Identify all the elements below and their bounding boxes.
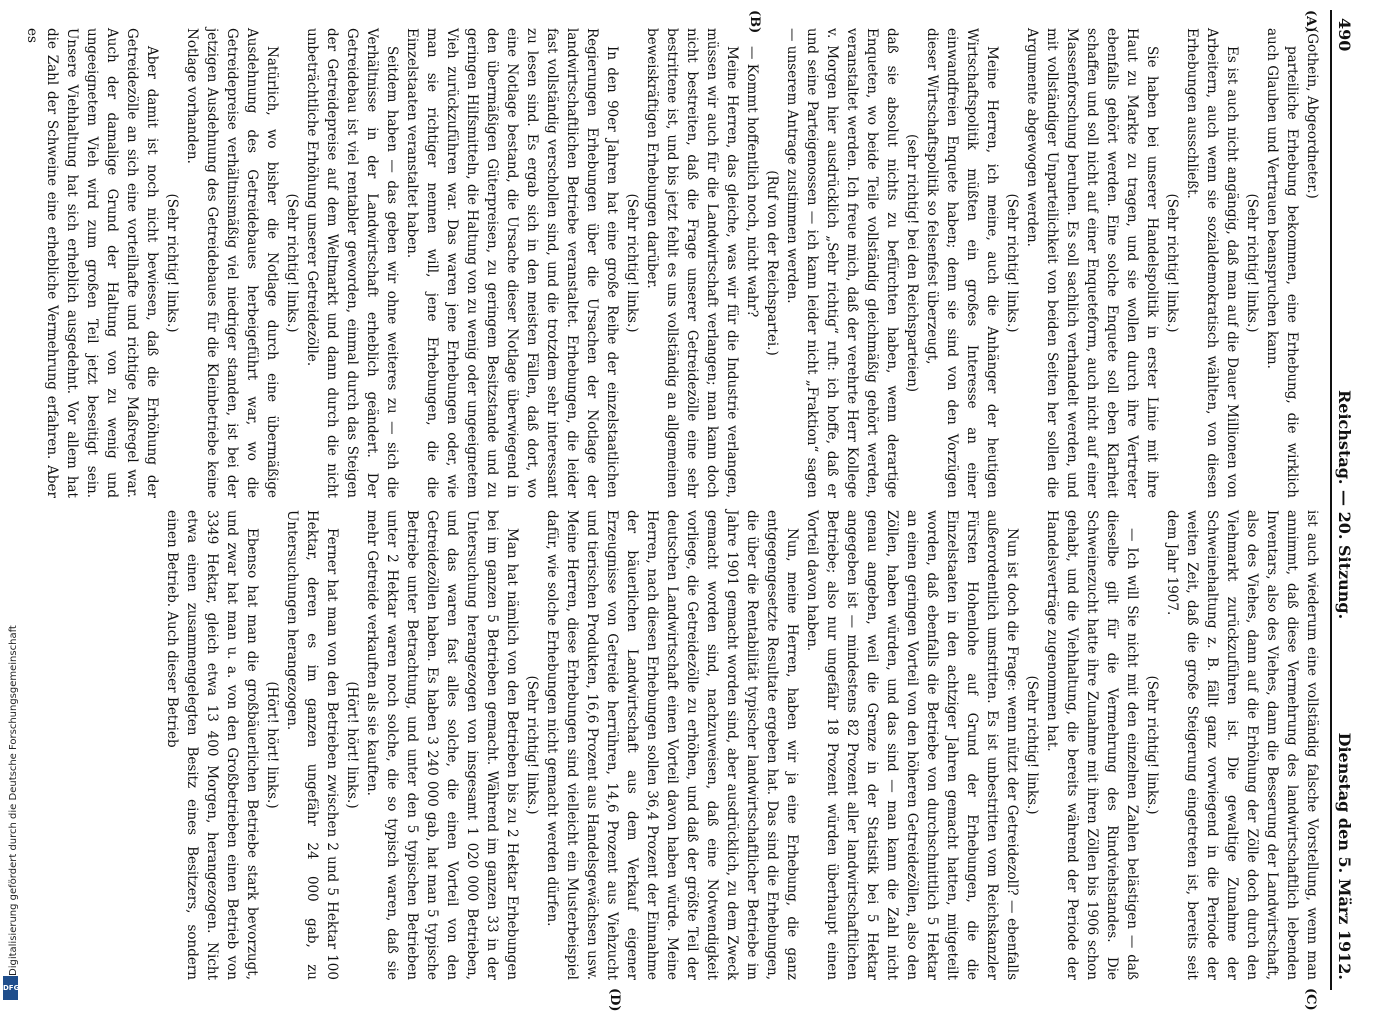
margin-mark-d: (D) — [607, 988, 622, 1012]
paragraph: Ebenso hat man die großbäuerlichen Betriebe stark bevorzugt, und zwar hat man u. a. von den Großbetrieben einen Betrieb von 3349 Hektar, gleich etwa 13 400 Morgen, herangezogen. Nicht etwa einen zusammengelegten Besitz eines Besitzers, sondern einen Betrieb. Auch dieser Betrieb — [164, 510, 260, 980]
left-column — [24, 28, 1322, 498]
margin-mark-a: (A) — [1303, 10, 1318, 33]
page-header — [1332, 10, 1354, 990]
paragraph: Meine Herren, das gleiche, was wir für die Industrie verlangen, müssen wir auch für die Landwirtschaft verlangen; man kann doch nicht bestreiten, daß die Frage unserer Getreidezölle eine sehr bestrittene ist, und bis jetzt fehlt es uns vollständig an allgemeinen beweiskräftigen Erhebungen darüber. — [644, 28, 740, 498]
margin-mark-c: (C) — [1303, 988, 1318, 1011]
interjection: (Sehr richtig! links.) — [524, 675, 540, 815]
header-rule — [1330, 10, 1332, 990]
paragraph: Man hat nämlich von den Betrieben bis zu 2 Hektar Erhebungen bei im ganzen 5 Betrieben gemacht. Während im ganzen 33 in der Untersuchung herangezogen von insgesamt 1 020 000 Betrieben, und das waren fast alles solche, die einen Vorteil von den Getreidezöllen haben. Es haben 3 240 000 gab, hat man 5 typische Betriebe unter Betrachtung, und unter den 5 typischen Betrieben unter 2 Hektar waren noch solche, die so typisch waren, daß sie mehr Getreide verkauften als sie kauften. — [364, 510, 520, 980]
paragraph: ist auch wiederum eine vollständig falsche Vorstellung, wenn man annimmt, daß diese Vermehrung des landwirtschaftlich lebenden Inventars, also des Viehes, dann die Besserung der Landwirtschaft, also des Viehes, dann auf die Erhöhung der Zölle doch durch den Viehmarkt zurückzuführen ist. Die gewaltige Zunahme der Schweinehaltung z. B. fällt ganz vorwiegend in die Periode der weiten Zeit, daß die große Steigerung eingetreten ist, bereits seit dem Jahr 1907. — [1164, 510, 1320, 980]
session-date: Dienstag den 5. März 1912. — [1335, 732, 1354, 980]
paragraph: Natürlich, wo bisher die Notlage durch eine übermäßige Ausdehnung des Getreidebaues herbeigeführt war, wo die Getreidepreise verhältnismäßig viel niedriger standen, ist bei der jetzigen Ausdehnung des Getreidebaues für die Kleinbetriebe keine Notlage vorhanden. — [184, 28, 280, 498]
paragraph: Seitdem haben — das geben wir ohne weiteres zu — sich die Verhältnisse in der Landwirtschaft erheblich geändert. Der Getreidebau ist viel rentabler geworden, einmal durch das Steigen der Getreidepreise auf dem Weltmarkt und dann durch die nicht unbeträchtliche Erhöhung unserer Getreidezölle. — [304, 28, 400, 498]
interjection: (Sehr richtig! links.) — [1164, 193, 1180, 333]
interjection: (Sehr richtig! links.) — [284, 193, 300, 333]
digitization-note: Digitalisierung gefördert durch die Deutsche Forschungsgemeinschaft — [8, 625, 19, 976]
paragraph: Ferner hat man von den Betrieben zwischen 2 und 5 Hektar 100 Hektar, deren es im ganzen ungefähr 24 000 gab, zu Untersuchungen herangezogen. — [284, 510, 340, 980]
page-number: 490 — [1335, 18, 1354, 52]
interjection: (Sehr richtig! links.) — [1004, 193, 1020, 333]
interjection: (Ruf von der Reichspartei.) — [764, 170, 780, 356]
digitization-credit — [0, 604, 22, 1000]
speaker-line: (Gothein, Abgeordneter.) — [1304, 28, 1320, 199]
paragraph: parteiliche Erhebung bekommen, eine Erhebung, die wirklich auch Glauben und Vertrauen beanspruchen kann. — [1264, 28, 1300, 498]
paragraph: Aber damit ist noch nicht bewiesen, daß die Erhöhung der Getreidezölle an sich eine vorteilhafte und richtige Maßregel war. Auch der damalige Grund der Haltung von zu wenig und ungeeignetem Vieh wird zum großen Teil jetzt beseitigt sein. Unsere Viehhaltung hat sich erheblich ausgedehnt. Vor allem hat die Zahl der Schweine eine erhebliche Vermehrung erfahren. Aber es — [24, 28, 160, 498]
interjection: (Sehr richtig! links.) — [164, 193, 180, 333]
margin-mark-b: (B) — [747, 10, 762, 34]
paragraph: daß sie absolut nichts zu befürchten haben, wenn derartige Enqueten, wo beide Teile vollständig gleichmäßig gehört werden, veranstaltet werden. Ich freue mich, daß der verehrte Herr Kollege v. Morgen hier ausdrücklich „Sehr richtig“ ruft: ich hoffe, daß er und seine Parteigenossen — ich kann leider nicht „Fraktion“ sagen — unserem Antrage zustimmen werden. — [784, 28, 900, 498]
paragraph: Meine Herren, ich meine, auch die Anhänger der heutigen Wirtschaftspolitik müßten ein großes Interesse an einer einwandfreien Enquete haben; denn sie sind von den Vorzügen dieser Wirtschaftspolitik so felsenfest überzeugt, — [924, 28, 1000, 498]
interjection: (Sehr richtig! links.) — [624, 193, 640, 333]
paragraph: Nun ist doch die Frage: wenn nützt der Getreidezoll? — ebenfalls außerordentlich umstritten. Es ist unbestritten vom Reichskanzler Fürsten Hohenlohe auf Grund der Erhebungen, die die Einzelstaaten in den achtziger Jahren gemacht hatten, mitgeteilt worden, daß ebenfalls die Betriebe von durchschnittlich 5 Hektar an einen geringen Vorteil von den höheren Getreidezöllen, also den Zöllen, haben würden, und das sind — man kann die Zahl nicht genau angeben, weil die Grenze in der Statistik bei 5 Hektar angegeben ist — mindestens 82 Prozent aller landwirtschaftlichen Betriebe; also nur ungefähr 18 Prozent würden überhaupt einen Vorteil davon haben. — [804, 510, 1020, 980]
paragraph: — Kommt hoffentlich noch, nicht wahr? — [744, 46, 760, 318]
right-column — [60, 510, 1322, 980]
paragraph: Sie haben bei unserer Handelspolitik in erster Linie mit ihre Haut zu Markte zu tragen, und sie wollen durch ihre Vertreter ebenfalls gehört werden. Eine solche Enquete soll eben Klarheit schaffen und soll nicht auf einer Enqueteform, auch nicht auf einer Massenforschung beruhen. Es soll sachlich verhandelt werden, und mit vollständiger Unparteilichkeit von beiden Seiten her sollen die Argumente abgewogen werden. — [1024, 28, 1160, 498]
paragraph: — Ich will Sie nicht mit den einzelnen Zahlen belästigen — daß dieselbe gilt für die Vermehrung des Rindviehstandes. Die Schweinezucht hatte ihre Zunahme mit ihren Zöllen bis 1906 schon gehabt, und die Viehhaltung, die bereits während der Periode der Handelsverträge zugenommen hat. — [1044, 510, 1140, 980]
interjection: (Hört! hört! links.) — [264, 681, 280, 809]
dfg-logo: DFG — [3, 976, 18, 1000]
interjection: (Sehr richtig! links.) — [1144, 675, 1160, 815]
interjection: (sehr richtig! bei den Reichsparteien) — [904, 133, 920, 393]
interjection: (Hört! hört! links.) — [344, 681, 360, 809]
interjection: (Sehr richtig! links.) — [1024, 675, 1040, 815]
paragraph: Es ist auch nicht angängig, daß man auf die Dauer Millionen von Arbeitern, auch wenn sie sozialdemokratisch wählten, von diesen Erhebungen ausschließt. — [1184, 28, 1240, 498]
paragraph: In den 90er Jahren hat eine große Reihe der einzelstaatlichen Regierungen Erhebungen über die Ursachen der Notlage der landwirtschaftlichen Betriebe veranstaltet. Erhebungen, die leider fast vollständig verschollen sind, und die trotzdem sehr interessant zu lesen sind. Es ergab sich in den meisten Fällen, daß dort, wo eine Notlage bestand, die Ursache dieser Notlage überwiegend in den übermäßigen Güterpreisen, zu geringem Besitzstande und zu geringen Hilfsmitteln, die Haltung von zu wenig oder ungeeignetem Vieh zurückzuführen war. Das waren jene Erhebungen oder, wie man sie richtiger nennen will, jene Erhebungen, die die Einzelstaaten veranstaltet haben. — [404, 28, 620, 498]
interjection: (Sehr richtig! links.) — [1244, 193, 1260, 333]
paragraph: Nun, meine Herren, haben wir ja eine Erhebung, die ganz entgegengesetzte Resultate ergeben hat. Das sind die Erhebungen, die über die Rentabilität typischer landwirtschaftlicher Betriebe im Jahre 1901 gemacht worden sind, aber ausdrücklich, zu dem Zweck gemacht worden sind, nachzuweisen, daß eine Notwendigkeit vorliege, die Getreidezölle zu erhöhen, und daß der größte Teil der deutschen Landwirtschaft einen Vorteil davon haben würde. Meine Herren, nach diesen Erhebungen sollen 36,4 Prozent der Einnahme der bäuerlichen Landwirtschaft aus dem Verkauf eigener Erzeugnisse von Getreide herrühren, 14,6 Prozent aus Viehzucht und tierischen Produkten, 16,6 Prozent aus Handelsgewächsen usw. Meine Herren, diese Erhebungen sind vielleicht ein Musterbeispiel dafür, wie solche Erhebungen nicht gemacht werden dürfen. — [544, 510, 800, 980]
newspaper-page — [24, 10, 1362, 1012]
session-title: Reichstag. — 20. Sitzung. — [1335, 390, 1354, 620]
